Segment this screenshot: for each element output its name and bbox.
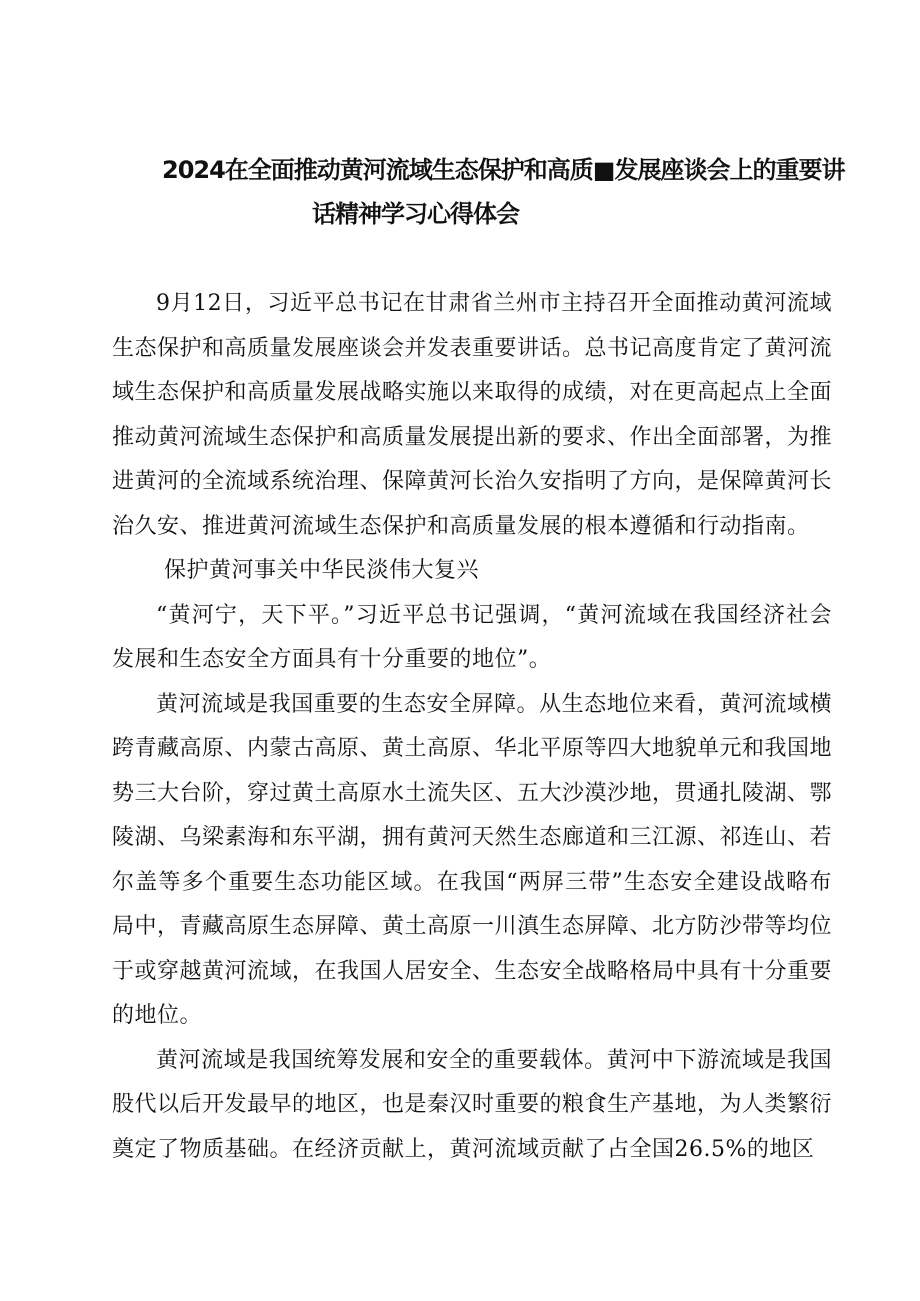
paragraph-development: 黄河流域是我国统筹发展和安全的重要载体。黄河中下游流域是我国股代以后开发最早的地区，也是秦汉时重要的粮食生产基地，为人类繁衍奠定了物质基础。在经济贡献上，黄河流域贡献了占全国26.5%的地区	[112, 1047, 833, 1162]
section-heading: 保护黄河事关中华民淡伟大复兴	[164, 558, 480, 583]
paragraph-ecology: 黄河流域是我国重要的生态安全屏障。从生态地位来看，黄河流域横跨青藏高原、内蒙古高原、黄土高原、华北平原等四大地貌单元和我国地势三大台阶，穿过黄土高原水土流失区、五大沙漠沙地，贯通扎陵湖、鄂陵湖、乌梁素海和东平湖，拥有黄河天然生态廊道和三江源、祁连山、若尔盖等多个重要生态功能区域。在我国“两屏三带”生态安全建设战略布局中，青藏高原生态屏障、黄土高原一川滇生态屏障、北方防沙带等均位于或穿越黄河流域，在我国人居安全、生态安全战略格局中具有十分重要的地位。	[112, 691, 833, 1028]
title-line-1: 2024在全面推动黄河流域生态保护和高质■发展座谈会上的重要讲	[162, 156, 845, 184]
paragraph-intro: 9月12日，习近平总书记在甘肃省兰州市主持召开全面推动黄河流域生态保护和高质量发展座谈会并发表重要讲话。总书记高度肯定了黄河流域生态保护和高质量发展战略实施以来取得的成绩，对在更高起点上全面推动黄河流域生态保护和高质量发展提出新的要求、作出全面部署，为推进黄河的全流域系统治理、保障黄河长治久安指明了方向，是保障黄河长治久安、推进黄河流域生态保护和高质量发展的根本遵循和行动指南。	[112, 291, 833, 539]
document-title	[112, 148, 845, 236]
paragraph-quote: “黄河宁，天下平。”习近平总书记强调，“黄河流域在我国经济社会发展和生态安全方面具有十分重要的地位”。	[112, 602, 832, 672]
title-line-2: 话精神学习心得体会	[312, 200, 519, 228]
document-body	[112, 282, 832, 1172]
